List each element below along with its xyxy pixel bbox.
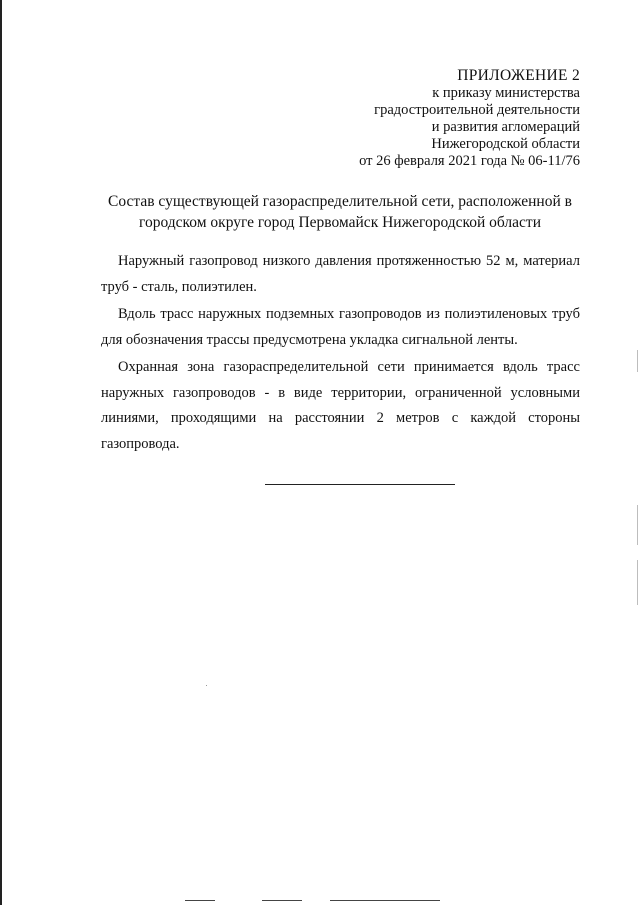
appendix-line: Нижегородской области bbox=[431, 136, 580, 152]
appendix-order-date: от 26 февраля 2021 года № 06-11/76 bbox=[359, 153, 580, 169]
appendix-line: и развития агломераций bbox=[431, 119, 580, 135]
body-paragraph: Вдоль трасс наружных подземных газопроводов из полиэтиленовых труб для обозначения трассы предусмотрена укладка сигнальной ленты. bbox=[101, 306, 580, 348]
appendix-line: градостроительной деятельности bbox=[374, 102, 580, 118]
document-body bbox=[101, 249, 580, 459]
end-separator-line bbox=[265, 484, 455, 485]
body-paragraph: Наружный газопровод низкого давления протяженностью 52 м, материал труб - сталь, полиэтилен. bbox=[101, 253, 580, 295]
scan-bottom-mark bbox=[330, 900, 440, 901]
appendix-line: к приказу министерства bbox=[432, 85, 580, 101]
scan-edge-mark bbox=[637, 350, 638, 372]
scan-speck bbox=[206, 685, 207, 686]
appendix-title: ПРИЛОЖЕНИЕ 2 bbox=[457, 67, 580, 84]
document-title-line: Состав существующей газораспределительной сети, расположенной в bbox=[108, 193, 572, 210]
scan-bottom-mark bbox=[185, 900, 215, 901]
scan-bottom-mark bbox=[262, 900, 302, 901]
scan-edge-mark bbox=[637, 560, 638, 605]
appendix-header bbox=[359, 66, 580, 170]
body-paragraph: Охранная зона газораспределительной сети принимается вдоль трасс наружных газопроводов - в виде территории, ограниченной условными линиями, проходящими на расстоянии 2 метров с каждой стороны газопровода. bbox=[101, 359, 580, 452]
document-title bbox=[100, 191, 580, 233]
page-left-edge bbox=[0, 0, 2, 905]
document-title-line: городском округе город Первомайск Нижегородской области bbox=[139, 214, 541, 231]
scan-edge-mark bbox=[637, 505, 638, 545]
